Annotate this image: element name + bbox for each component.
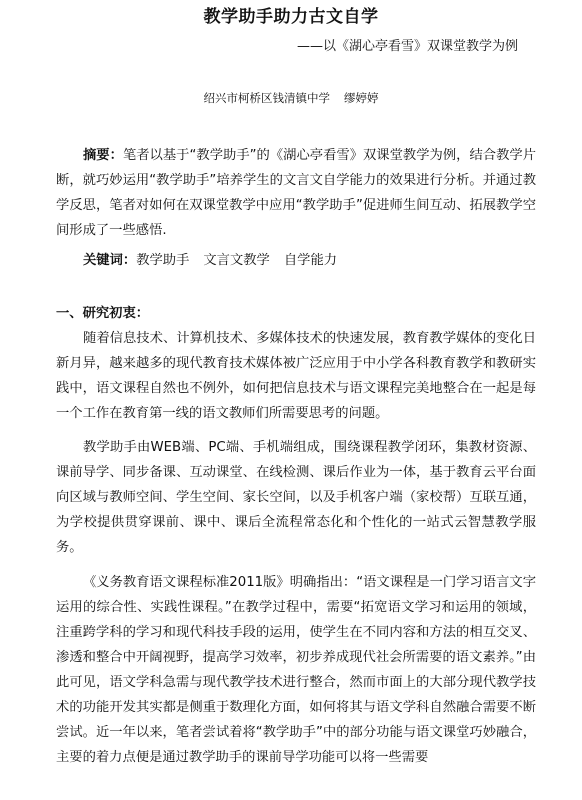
abstract-label: 摘要： [83, 148, 123, 163]
keywords-label: 关键词： [83, 253, 137, 268]
abstract [56, 143, 536, 243]
keyword-item: 文言文教学 [203, 253, 270, 268]
section-heading: 一、研究初衷： [56, 306, 150, 321]
keyword-item: 自学能力 [283, 253, 338, 268]
author-name: 缪婷婷 [344, 91, 379, 105]
author-line [0, 90, 582, 106]
keywords [56, 248, 536, 273]
document-subtitle: ——以《湖心亭看雪》双课堂教学为例 [296, 39, 518, 54]
body-paragraph: 教学助手由WEB端、PC端、手机端组成，围绕课程教学闭环，集教材资源、课前导学、同步备课、互动课堂、在线检测、课后作业为一体，基于教育云平台面向区域与教师空间、学生空间、家长空间，以及手机客户端（家校帮）互联互通，为学校提供贯穿课前、课中、课后全流程常态化和个性化的一站式云智慧教学服务。 [56, 440, 536, 555]
body-paragraph: 随着信息技术、计算机技术、多媒体技术的快速发展，教育教学媒体的变化日新月异，越来越多的现代教育技术媒体被广泛应用于中小学各科教育教学和教研实践中，语文课程自然也不例外，如何把信息技术与语文课程完美地整合在一起是每一个工作在教育第一线的语文教师们所需要思考的问题。 [56, 331, 536, 421]
abstract-text: 笔者以基于“教学助手”的《湖心亭看雪》双课堂教学为例，结合教学片断，就巧妙运用“教学助手”培养学生的文言文自学能力的效果进行分析。并通过教学反思，笔者对如何在双课堂教学中应用“教学助手”促进师生间互动、拓展教学空间形成了一些感悟. [56, 148, 537, 238]
author-school: 绍兴市柯桥区钱清镇中学 [203, 91, 330, 105]
body-paragraph: 《义务教育语文课程标准2011版》明确指出：“语文课程是一门学习语言文字运用的综合性、实践性课程。”在教学过程中，需要“拓宽语文学习和运用的领域，注重跨学科的学习和现代科技手段的运用，使学生在不同内容和方法的相互交叉、渗透和整合中开阔视野，提高学习效率，初步养成现代社会所需要的语文素养。”由此可见，语文学科急需与现代教学技术进行整合，然而市面上的大部分现代教学技术的功能开发其实都是侧重于数理化方面，如何将其与语文学科自然融合需要不断尝试。近一年以来，笔者尝试着将“教学助手”中的部分功能与语文课堂巧妙融合，主要的着力点便是通过教学助手的课前导学功能可以将一些需要 [56, 575, 536, 765]
keyword-item: 教学助手 [136, 253, 190, 268]
document-title: 教学助手助力古文自学 [203, 7, 379, 27]
